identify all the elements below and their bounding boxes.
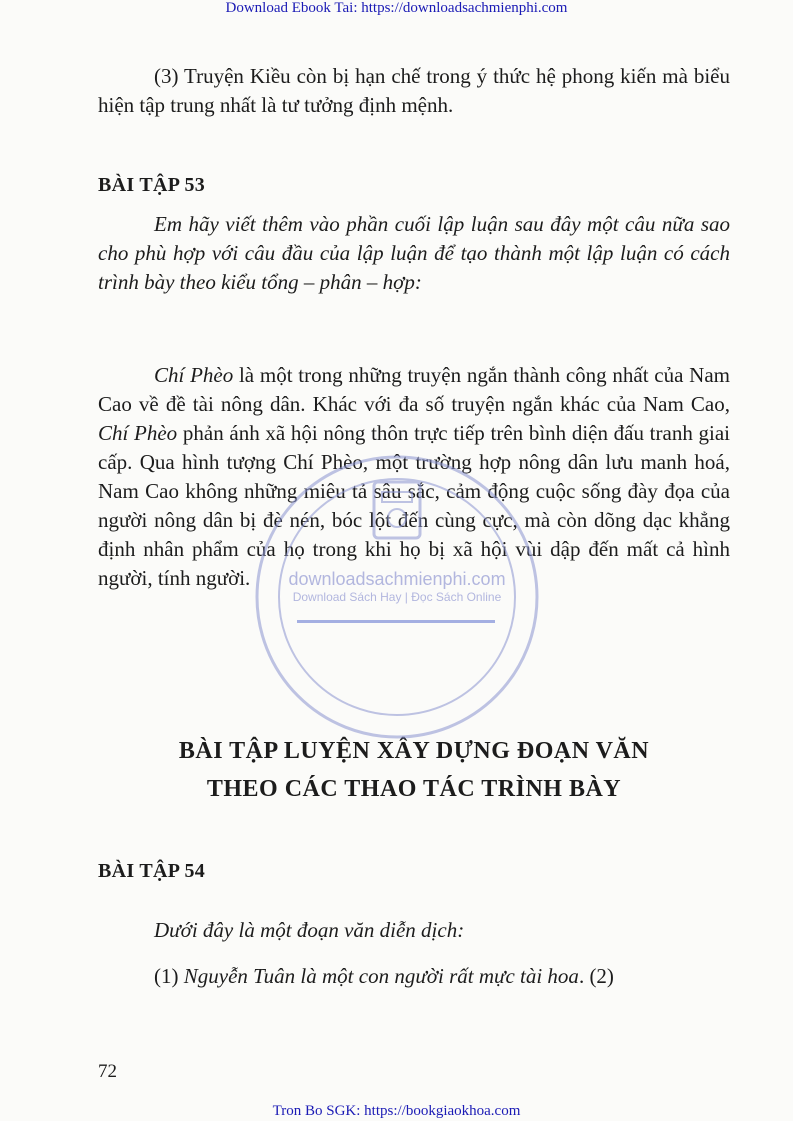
exercise-53-heading: BÀI TẬP 53 (98, 174, 206, 196)
passage-text-1: là một trong những truyện ngắn thành công nhất của Nam Cao về đề tài nông dân. Khác với đa số truyện ngắn khác của Nam Cao, (98, 363, 730, 416)
line-prefix: (1) (154, 964, 184, 988)
exercise-54-heading: BÀI TẬP 54 (98, 860, 206, 882)
section-title (98, 732, 730, 808)
intro-paragraph-text: (3) Truyện Kiều còn bị hạn chế trong ý thức hệ phong kiến mà biểu hiện tập trung nhất là tư tưởng định mệnh. (98, 64, 730, 117)
exercise-53-instruction-text: Em hãy viết thêm vào phần cuối lập luận sau đây một câu nữa sao cho phù hợp với câu đầu của lập luận để tạo thành một lập luận có cách trình bày theo kiểu tổng – phân – hợp: (98, 212, 730, 294)
section-title-line-2: THEO CÁC THAO TÁC TRÌNH BÀY (206, 776, 622, 802)
passage-title-1: Chí Phèo (154, 363, 234, 387)
line-italic: Nguyễn Tuân là một con người rất mực tài hoa (183, 964, 579, 988)
passage-title-2: Chí Phèo (98, 421, 178, 445)
watermark-tagline-text: Download Sách Hay | Đọc Sách Online (292, 590, 502, 604)
section-title-line-1: BÀI TẬP LUYỆN XÂY DỰNG ĐOẠN VĂN (178, 738, 650, 764)
header-download-link[interactable]: Download Ebook Tai: https://downloadsachmienphi.com (225, 0, 568, 16)
intro-paragraph (98, 62, 730, 120)
exercise-54-instruction (98, 916, 730, 945)
watermark-bar (297, 620, 495, 623)
line-suffix: . (2) (578, 964, 614, 988)
exercise-54-first-line (98, 962, 730, 991)
watermark-site-text: downloadsachmienphi.com (288, 569, 506, 589)
passage-text-2: phản ánh xã hội nông thôn trực tiếp trên bình diện đấu tranh giai cấp. Qua hình tượng Chí Phèo, một trường hợp nông dân lưu manh hoá, Nam Cao không những miêu tả sâu sắc, cảm động cuộc sống đày đọa của người nông dân bị đè nén, bóc lột đến cùng cực, mà còn dõng dạc khẳng định nhân phẩm của họ trong khi họ bị xã hội vùi dập đến mất cả hình người, tính người. (98, 421, 731, 590)
exercise-53-passage (98, 361, 730, 593)
footer-sgk-link[interactable]: Tron Bo SGK: https://bookgiaokhoa.com (272, 1103, 521, 1119)
page-number: 72 (98, 1061, 117, 1082)
exercise-54-instruction-text: Dưới đây là một đoạn văn diễn dịch: (154, 918, 465, 942)
exercise-53-instruction (98, 210, 730, 297)
